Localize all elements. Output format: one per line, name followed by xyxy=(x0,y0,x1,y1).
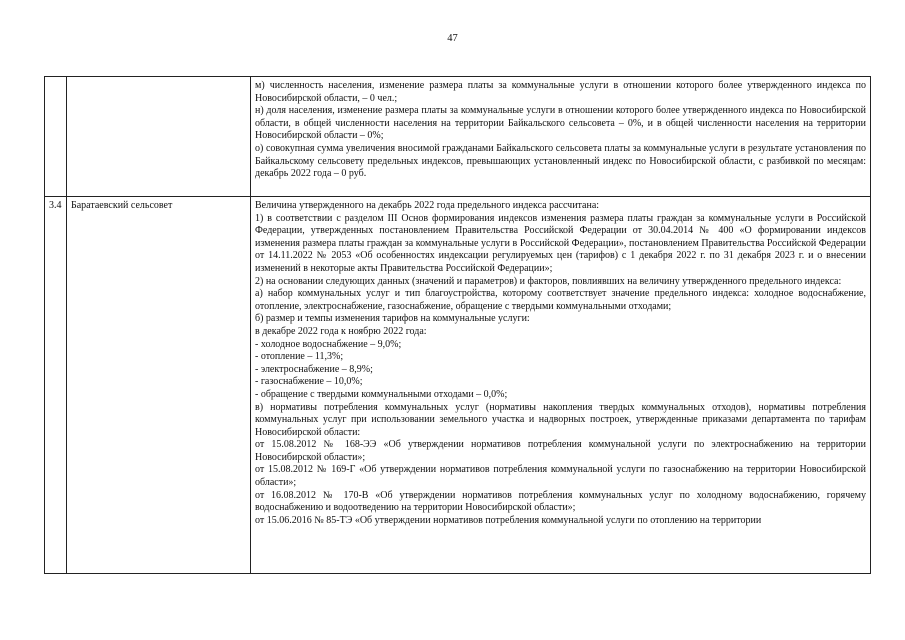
paragraph: а) набор коммунальных услуг и тип благоустройства, которому соответствует значение предельного индекса: холодное водоснабжение, отопление, электроснабжение, газоснабжение, обращение с твердыми коммунальными отходами; xyxy=(255,288,866,312)
paragraph: от 15.08.2012 № 169-Г «Об утверждении нормативов потребления коммунальной услуги по газоснабжению на территории Новосибирской области»; xyxy=(255,464,866,489)
paragraph: - холодное водоснабжение – 9,0%; xyxy=(255,338,402,350)
paragraph: от 15.08.2012 № 168-ЭЭ «Об утверждении нормативов потребления коммунальной услуги по электроснабжению на территории Новосибирской области»; xyxy=(255,439,866,463)
description-cell xyxy=(251,197,871,574)
description-cell xyxy=(251,77,871,197)
page-number: 47 xyxy=(447,33,458,44)
paragraph: м) численность населения, изменение размера платы за коммунальные услуги в отношении которого более утвержденного индекса по Новосибирской области, – 0 чел.; xyxy=(255,80,866,104)
table-row xyxy=(45,77,871,197)
paragraph: - электроснабжение – 8,9%; xyxy=(255,363,373,375)
paragraph: в декабре 2022 года к ноябрю 2022 года: xyxy=(255,325,427,337)
paragraph: о) совокупная сумма увеличения вносимой гражданами Байкальского сельсовета платы за коммунальные услуги в результате установления по Байкальскому сельсовету предельных индексов, превышающих установленный индекс по Новосибирской области, с разбивкой по месяцам: декабрь 2022 года – 0 руб. xyxy=(255,142,866,180)
municipality-name-cell: Баратаевский сельсовет xyxy=(67,197,251,574)
paragraph: - обращение с твердыми коммунальными отходами – 0,0%; xyxy=(255,388,508,400)
paragraph: от 15.06.2016 № 85-ТЭ «Об утверждении нормативов потребления коммунальной услуги по отоплению на территории xyxy=(255,514,762,526)
paragraph: от 16.08.2012 № 170-В «Об утверждении нормативов потребления коммунальных услуг по холодному водоснабжению, горячему водоснабжению и водоотведению на территории Новосибирской области»; xyxy=(255,489,866,514)
paragraph: н) доля населения, изменение размера платы за коммунальные услуги в отношении которого более утвержденного индекса по Новосибирской области, в общей численности населения на территории Байкальского сельсовета – 0%, и в общей численности населения на территории Новосибирской области – 0%; xyxy=(255,105,866,142)
table-row xyxy=(45,197,871,574)
paragraph: Величина утвержденного на декабрь 2022 года предельного индекса рассчитана: xyxy=(255,200,600,211)
row-number-cell: 3.4 xyxy=(45,197,67,574)
municipality-name-cell xyxy=(67,77,251,197)
paragraph: в) нормативы потребления коммунальных услуг (нормативы накопления твердых коммунальных отходов), нормативы потребления коммунальных услуг при использовании земельного участка и надворных построек, утвержденные приказами департамента по тарифам Новосибирской области: xyxy=(255,401,866,438)
document-table xyxy=(44,76,871,574)
paragraph: 1) в соответствии с разделом III Основ формирования индексов изменения размера платы граждан за коммунальные услуги в Российской Федерации, утвержденных постановлением Правительства Российской Федерации от 30.04.2014 № 400 «О формировании индексов изменения размера платы граждан за коммунальные услуги в Российской Федерации», постановлением Правительства Российской Федерации от 14.11.2022 № 2053 «Об особенностях индексации регулируемых цен (тарифов) с 1 декабря 2022 г. по 31 декабря 2023 г. и о внесении изменений в некоторые акты Правительства Российской Федерации»; xyxy=(255,212,866,274)
paragraph: - отопление – 11,3%; xyxy=(255,351,344,363)
paragraph: 2) на основании следующих данных (значений и параметров) и факторов, повлиявших на величину утвержденного предельного индекса: xyxy=(255,275,842,287)
paragraph: б) размер и темпы изменения тарифов на коммунальные услуги: xyxy=(255,313,530,325)
paragraph: - газоснабжение – 10,0%; xyxy=(255,376,363,388)
row-number-cell xyxy=(45,77,67,197)
